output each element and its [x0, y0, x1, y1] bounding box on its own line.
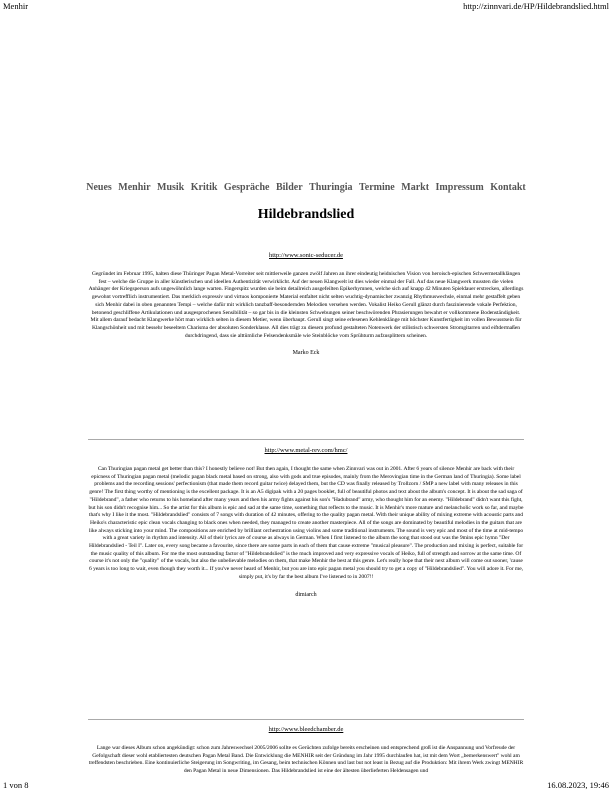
nav-link-menhir[interactable]: Menhir	[118, 182, 151, 193]
nav-link-gespraeche[interactable]: Gespräche	[223, 182, 270, 193]
review-author: Marko Eck	[292, 350, 320, 357]
nav-link-neues[interactable]: Neues	[86, 182, 112, 193]
print-page-number: 1 von 8	[3, 780, 29, 790]
main-navigation	[0, 182, 612, 193]
review-source-link[interactable]: http://www.bleedchamber.de	[268, 726, 344, 733]
review-author: dimiarch	[295, 591, 317, 598]
review-source-link[interactable]: http://www.metal-rev.com/hmc/	[264, 447, 348, 454]
nav-link-bilder[interactable]: Bilder	[275, 182, 303, 193]
print-header	[3, 1, 609, 11]
nav-link-markt[interactable]: Markt	[401, 182, 430, 193]
review-text: Gegründet im Februar 1995, halten diese Thüringer Pagan Metal-Vorreiter seit mittlerweile ganzen zwölf Jahren an ihrer eindeutig heidnischen Vision von heroisch-epischen Schwermetallklängen fest – welche die Gruppe in aller künstlerischen und ideellen Authentizität verwirklicht. Auf der neuen Klangwelt ist dies wieder einmal der Fall. Auf das neue Klangwerk mussten die vielen Anhänger der Kriegsperson aufs ungewöhnlich lange warten. Fingerspitz wurden sie beim detailreich ausgefeilten Epikerhymnen, welche sich auf knapp 42 Minuten Spieldauer erstrecken, allerdings gewohnt vortrefflich instrumentiert. Das merklich expressiv und virtuos komponierte Material entfaltet nicht selten wuchtig-dynamischer zwanzig Rhythmuswechsle, einmal mehr gestaffelt geben sich Menhir dabei in oben genannten Tempi – welche dafür mit wirklich tanzbaff-besondernden Melodien versehen werden. Vokalist Heiko Gerull glänzt durch faszinierende vokale Perfektion, betonend geschliffene Artikulationen und ausgesprochenen Sensibilität – so gar bis in die kleinsten Schwebungen seiner beschwörenden Phrasierungen bewahrt er vollkommene Bodenständigkeit. Mit allem darauf bedacht Klangwerke hört man wirklich selten in diesem Metier, wenn überhaupt. Gerull singt seine erlesenen Kehlenklänge mit höchster Kunstfertigkeit im vollen Bewusstsein für Klangschönheit und mit bessehr beseeltem Charisma der absoluten Sonderklasse. All dies trägt zu diesem profund gestalteten Notenwerk der stilistisch schwersten Stromgitarren und eiftdermaßen durchdringend, dass sie alttümliche Felsendenksmäle wie Steinblöcke vom Sprühturm aufzusplittern scheinen.	[88, 271, 524, 339]
print-timestamp: 16.08.2023, 19:46	[547, 780, 609, 790]
nav-link-thuringia[interactable]: Thuringia	[309, 182, 353, 193]
nav-link-kritik[interactable]: Kritik	[190, 182, 218, 193]
page-title: Hildebrandslied	[257, 207, 355, 222]
review-text: Can Thuringian pagan metal get better than this? I honestly believe not! But then again, I thought the same when Zinnvari was out in 2001. After 6 years of silence Menhir are back with their epicness of Thuringian pagan metal (melodic pagan black metal based on strong, also with gods and true episodes, mainly from the Merovingian time in the German land of Thuringia). Some label problems and the recording sessions' perfectionism (that made them record guitar twice) delayed them, but the CD was finally released by Trollzorn / SMP a new label with many releases in this genre! The first thing worthy of mentioning is the excellent package. It is an A5 digipak with a 20 pages booklet, full of beautiful photos and text about the album's concept. It is about the sad saga of "Hildebrand", a father who returns to his homeland after many years and then his army fights against his son's "Hadubrand" army, who thought him for an enemy. "Hildebrand" didn't want this fight, but his son didn't recognise him... So the artist for this album is epic and sad at the same time, something that reflects to the music. It is Menhir's more mature and melancholic work so far, and maybe that's why I like it the most. "Hildebrandslied" consists of 7 songs with duration of 42 minutes, offering to the quality pagan metal. With their unique ability of mixing extreme with acoustic parts and Heiko's characteristic epic clean vocals changing to black ones when needed, they managed to create another masterpiece. All of the songs are dominated by beautiful melodies in the guitars that are like always sticking into your mind. The compositions are enriched by brilliant orchestration using violins and some traditional instruments. The sound is very epic and most of the time at mid-tempo with a great variety in rhythm and intensity. All of their lyrics are of course as always in German. When I first listened to the album the song that stood out was the 9mins epic hymn "Der Hildebrandslied - Teil I". Later on, every song became a favourite, since there are some parts in each of them that cause extreme "musical pleasure". The production and mixing is perfect, suitable for the music quality of this album. For me the most outstanding factor of "Hildebrandslied" is the much improved and very expressive vocals of Heiko, full of strength and sorrow at the same time. Of course it's not only the "quality" of the vocals, but also the unbelievable melodies on them, that make Menhir the best at this genre. Let's really hope that their next album will come out sooner, 'cause 6 years is too long to wait, even though they worth it... If you've never heard of Menhir, but you are into epic pagan metal you should try to get a copy of "Hildebrandslied". You will adore it. For me, simply put, it's by far the best album I've listened to in 2007!!	[88, 466, 524, 580]
review-metal-rev	[88, 447, 524, 599]
review-sonic-seducer	[88, 252, 524, 357]
review-source-link[interactable]: http://www.sonic-seducer.de	[269, 252, 343, 259]
print-header-title: Menhir	[3, 1, 29, 11]
print-footer	[3, 780, 609, 790]
print-header-url: http://zinnvari.de/HP/Hildebrandslied.html	[463, 1, 609, 11]
divider	[88, 719, 524, 720]
nav-link-impressum[interactable]: Impressum	[435, 182, 484, 193]
nav-link-musik[interactable]: Musik	[157, 182, 185, 193]
divider	[88, 439, 524, 440]
review-bleedchamber	[88, 726, 524, 776]
nav-link-kontakt[interactable]: Kontakt	[490, 182, 526, 193]
nav-link-termine[interactable]: Termine	[359, 182, 395, 193]
review-text: Lange war dieses Album schon angekündigt: schon zum Jahreswechsel 2005/2006 sollte es Gerüchten zufolge bereits erscheinen und entsprechend groß ist die Anspannung und Vorfreude der Gefolgschaft dieser wohl etabliertesten deutschen Pagan Metal Band. Die Entwicklung die MENHIR seit der Gründung im Jahr 1995 durchlaufen hat, ist mit dem Wort „bemerkenswert" wohl am treffendsten beschrieben. Eine kontinuierliche Steigerung im Songwriting, im Gesang, beim technischen Können und last but not least in Bezug auf die Produktion: Mit ihrem Werk zwingt MENHIR den Pagan Metal in neue Dimensionen. Das Hildebrandslied ist eine der ältesten überlieferten Heldensagen und	[88, 745, 524, 775]
